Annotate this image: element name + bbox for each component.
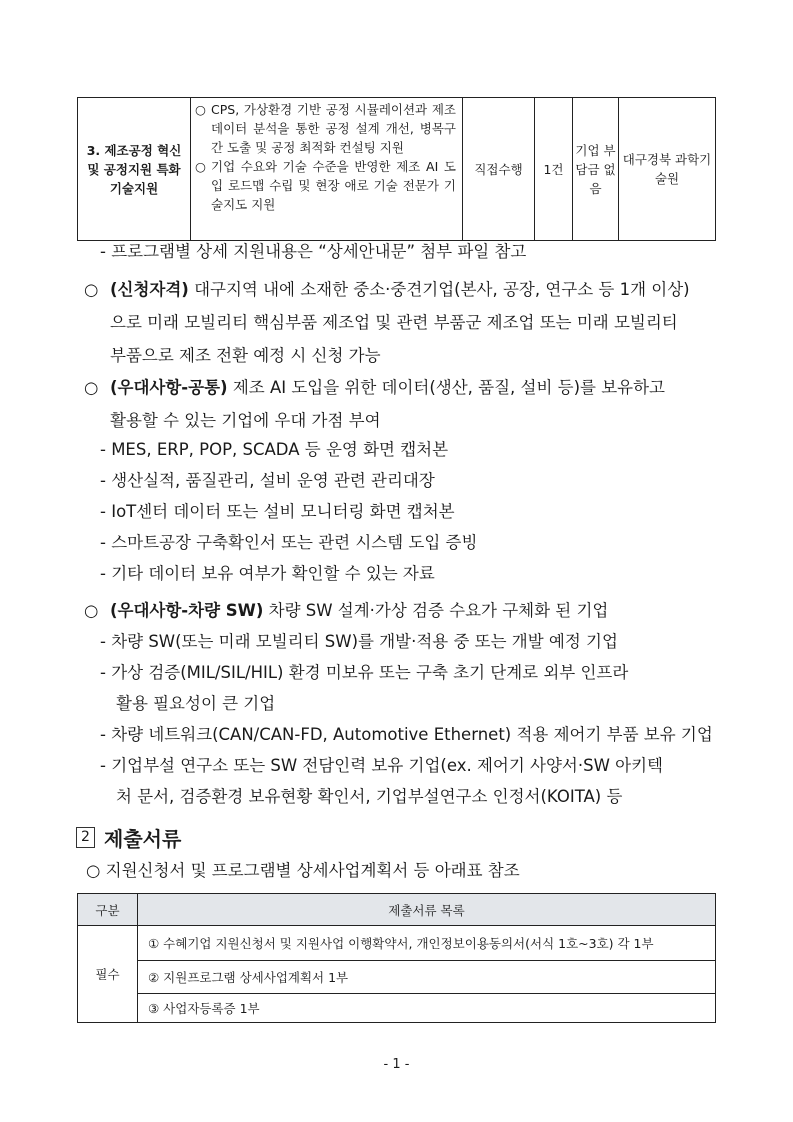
list-item: - IoT센터 데이터 또는 설비 모니터링 화면 캡처본 xyxy=(100,502,455,521)
org-cell: 대구경북 과학기술원 xyxy=(619,98,716,241)
table-row xyxy=(78,926,716,961)
section-heading xyxy=(76,823,181,852)
section-title: 제출서류 xyxy=(104,827,182,851)
document-item: ① 수혜기업 지원신청서 및 지원사업 이행확약서, 개인정보이용동의서(서식 1호~3호) 각 1부 xyxy=(138,926,716,961)
list-item: - 가상 검증(MIL/SIL/HIL) 환경 미보유 또는 구축 초기 단계로 외부 인프라 xyxy=(100,663,629,682)
list-item: - 차량 SW(또는 미래 모빌리티 SW)를 개발·적용 중 또는 개발 예정 기업 xyxy=(100,632,618,651)
pref-sw-section: ○ (우대사항-차량 SW) 차량 SW 설계·가상 검증 수요가 구체화 된 기업 xyxy=(84,601,609,620)
eligibility-section: ○ (신청자격) 대구지역 내에 소재한 중소·중견기업(본사, 공장, 연구소 등 1개 이상) 으로 미래 모빌리티 핵심부품 제조업 및 관련 부품군 제조업 또는 미래 모빌리티 부품으로 제조 전환 예정 시 신청 가능 xyxy=(84,280,690,365)
pref-sw-title: (우대사항-차량 SW) xyxy=(110,601,264,620)
pref-sw-list xyxy=(100,626,713,812)
pref-common-title: (우대사항-공통) xyxy=(110,378,228,397)
page-number: - 1 - xyxy=(383,1057,410,1072)
table-header-row xyxy=(78,894,716,926)
description-text: 기업 수요와 기술 수준을 반영한 제조 AI 도입 로드맵 수립 및 현장 애로 기술 전문가 기술지도 지원 xyxy=(211,159,456,212)
document-item: ② 지원프로그램 상세사업계획서 1부 xyxy=(138,961,716,994)
burden-cell: 기업 부담금 없음 xyxy=(573,98,619,241)
column-header: 구분 xyxy=(78,894,138,926)
document-item: ③ 사업자등록증 1부 xyxy=(138,994,716,1023)
section-number: 2 xyxy=(76,827,95,848)
list-item: - 스마트공장 구축확인서 또는 관련 시스템 도입 증빙 xyxy=(100,533,478,552)
program-name: 3. 제조공정 혁신 및 공정지원 특화 기술지원 xyxy=(78,98,191,241)
table-row xyxy=(78,994,716,1023)
detail-note: - 프로그램별 상세 지원내용은 “상세안내문” 첨부 파일 참고 xyxy=(100,242,527,261)
documents-table xyxy=(77,893,716,1023)
method-cell: 직접수행 xyxy=(463,98,535,241)
program-table xyxy=(77,97,716,241)
list-item: - 차량 네트워크(CAN/CAN-FD, Automotive Ethernet) 적용 제어기 부품 보유 기업 xyxy=(100,725,713,744)
list-item: ○ 기업 수요와 기술 수준을 반영한 제조 AI 도입 로드맵 수립 및 현장 애로 기술 전문가 기술지도 지원 xyxy=(195,159,456,212)
column-header: 제출서류 목록 xyxy=(138,894,716,926)
eligibility-title: (신청자격) xyxy=(110,280,189,299)
section-intro: ○ 지원신청서 및 프로그램별 상세사업계획서 등 아래표 참조 xyxy=(86,861,520,880)
list-item: - MES, ERP, POP, SCADA 등 운영 화면 캡처본 xyxy=(100,440,449,459)
program-description xyxy=(191,98,463,241)
pref-common-section: ○ (우대사항-공통) 제조 AI 도입을 위한 데이터(생산, 품질, 설비 등)를 보유하고 활용할 수 있는 기업에 우대 가점 부여 xyxy=(84,378,665,430)
list-item-continuation: 처 문서, 검증환경 보유현황 확인서, 기업부설연구소 인정서(KOITA) 등 xyxy=(116,787,623,806)
pref-common-list xyxy=(100,434,477,589)
list-item: - 기업부설 연구소 또는 SW 전담인력 보유 기업(ex. 제어기 사양서·SW 아키텍 xyxy=(100,756,663,775)
table-row xyxy=(78,98,716,241)
list-item: - 생산실적, 품질관리, 설비 운영 관련 관리대장 xyxy=(100,471,435,490)
category-cell: 필수 xyxy=(78,926,138,1023)
description-text: CPS, 가상환경 기반 공정 시뮬레이션과 제조데이터 분석을 통한 공정 설계 개선, 병목구간 도출 및 공정 최적화 컨설팅 지원 xyxy=(211,102,456,155)
list-item: ○ CPS, 가상환경 기반 공정 시뮬레이션과 제조데이터 분석을 통한 공정 설계 개선, 병목구간 도출 및 공정 최적화 컨설팅 지원 xyxy=(195,102,456,155)
count-cell: 1건 xyxy=(535,98,573,241)
list-item-continuation: 활용 필요성이 큰 기업 xyxy=(116,694,276,713)
table-row xyxy=(78,961,716,994)
list-item: - 기타 데이터 보유 여부가 확인할 수 있는 자료 xyxy=(100,564,435,583)
